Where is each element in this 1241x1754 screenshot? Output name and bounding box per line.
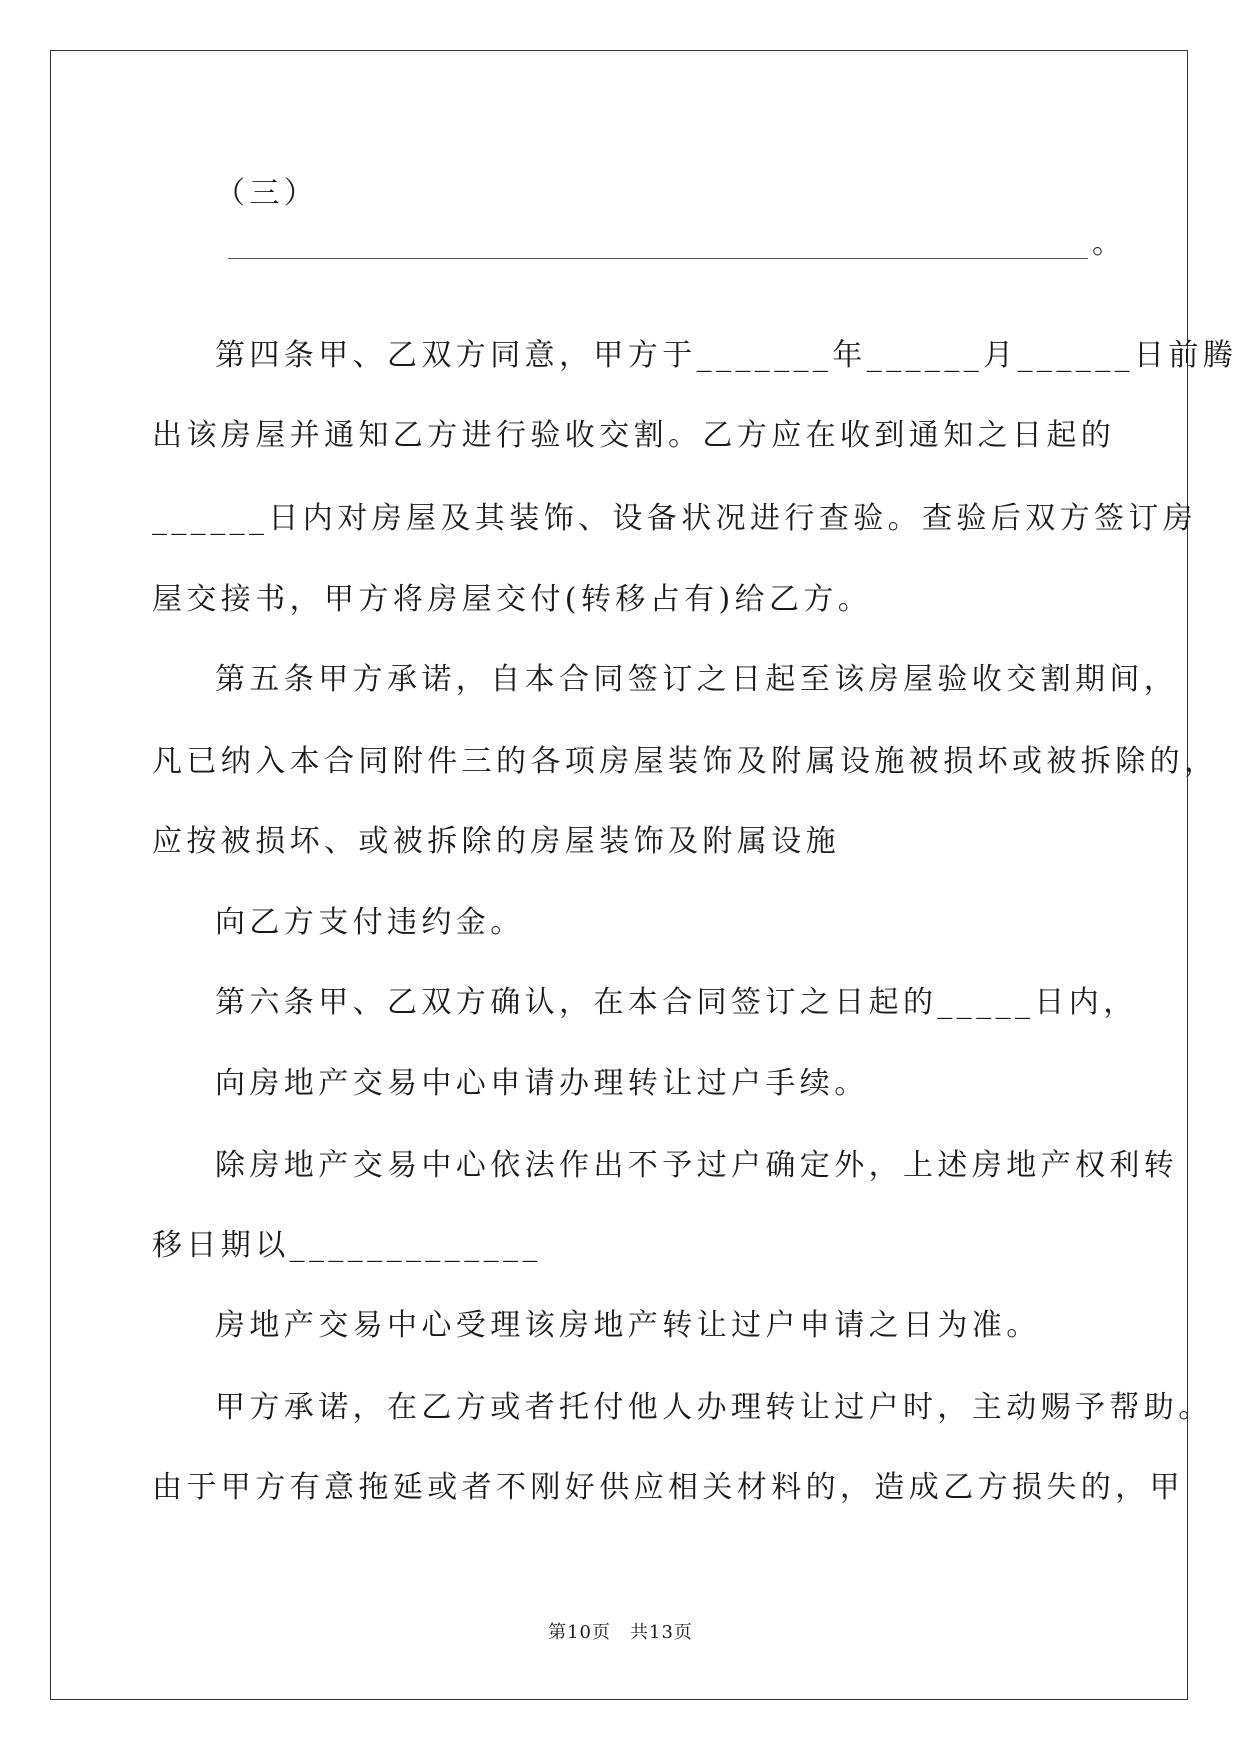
article-6-line-1: 第六条甲、乙双方确认，在本合同签订之日起的_____日内，	[215, 985, 1138, 1020]
article-5-line-4: 向乙方支付违约金。	[215, 905, 525, 940]
article-4-line-3: ______日内对房屋及其装饰、设备状况进行查验。查验后双方签订房	[152, 501, 1198, 536]
article-5-line-1: 第五条甲方承诺，自本合同签订之日起至该房屋验收交割期间，	[215, 662, 1179, 697]
blank-line-period: 。	[1092, 226, 1122, 261]
article-6-line-3: 除房地产交易中心依法作出不予过户确定外，上述房地产权利转	[215, 1148, 1179, 1183]
article-6-line-5: 房地产交易中心受理该房地产转让过户申请之日为准。	[215, 1308, 1041, 1343]
page-border	[50, 50, 1188, 1700]
article-6-line-7: 由于甲方有意拖延或者不刚好供应相关材料的，造成乙方损失的，甲	[152, 1470, 1184, 1505]
page-number: 第10页 共13页	[548, 1622, 693, 1643]
article-5-line-2: 凡已纳入本合同附件三的各项房屋装饰及附属设施被损坏或被拆除的，	[152, 744, 1219, 779]
article-4-line-2: 出该房屋并通知乙方进行验收交割。乙方应在收到通知之日起的	[152, 418, 1116, 453]
article-4-line-1: 第四条甲、乙双方同意，甲方于_______年______月______日前腾	[215, 338, 1238, 373]
article-4-line-4: 屋交接书，甲方将房屋交付(转移占有)给乙方。	[152, 582, 873, 617]
section-heading: （三）	[215, 176, 319, 211]
article-6-line-2: 向房地产交易中心申请办理转让过户手续。	[215, 1066, 869, 1101]
article-6-line-6: 甲方承诺，在乙方或者托付他人办理转让过户时，主动赐予帮助。	[215, 1390, 1213, 1425]
fill-in-blank	[228, 258, 1088, 259]
article-5-line-3: 应按被损坏、或被拆除的房屋装饰及附属设施	[152, 824, 840, 859]
article-6-line-4: 移日期以_____________	[152, 1228, 542, 1263]
